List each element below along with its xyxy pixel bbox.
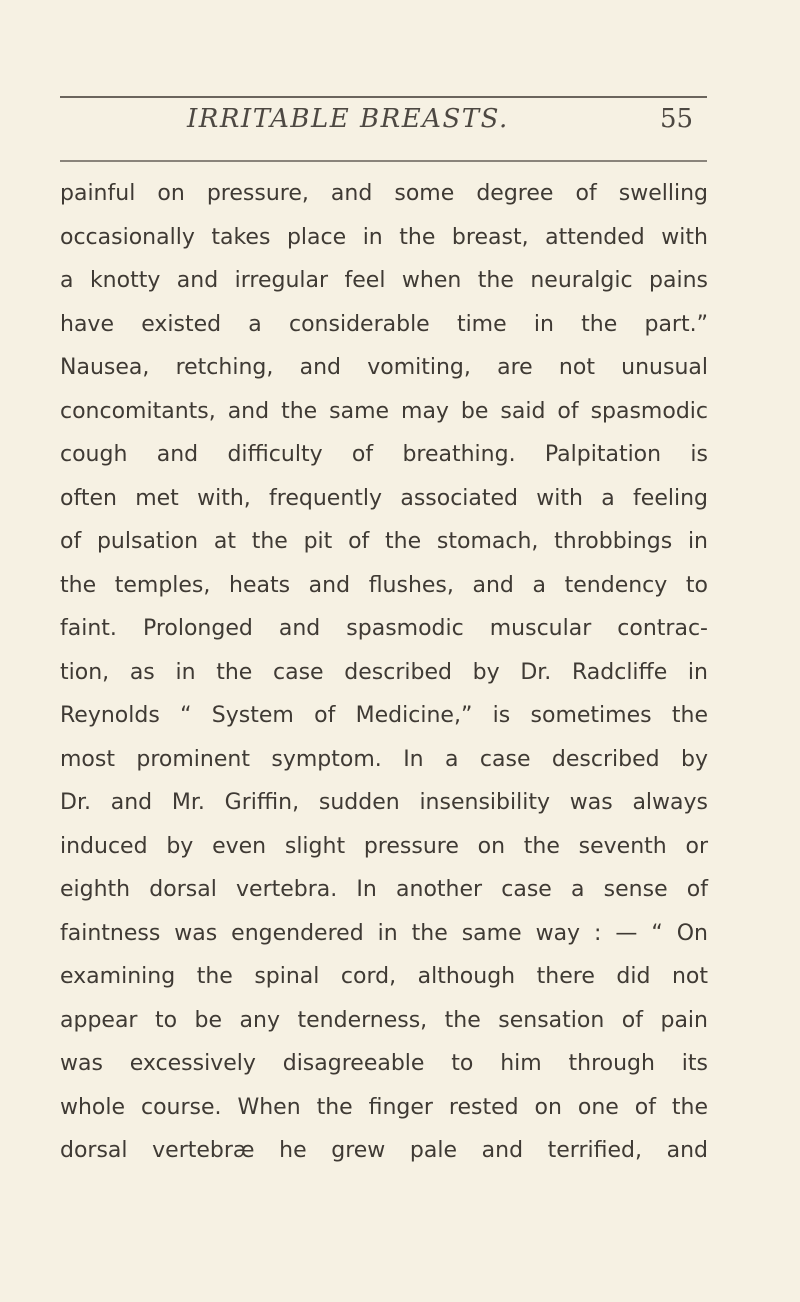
text-line-3: a knotty and irregular feel when the neuralgic pains [60,268,708,293]
page-number: 55 [660,104,694,134]
running-head [0,104,800,144]
header-top-rule [60,96,707,98]
text-line-7: cough and difficulty of breathing. Palpitation is [60,442,708,467]
text-line-19: examining the spinal cord, although there did not [60,964,708,989]
text-line-17: eighth dorsal vertebra. In another case a sense of [60,877,708,902]
text-line-12: tion, as in the case described by Dr. Radcliffe in [60,659,708,685]
text-line-22: whole course. When the finger rested on one of the [60,1094,708,1120]
body-text [60,172,708,1173]
text-line-18: faintness was engendered in the same way : — “ On [60,920,708,946]
text-line-4: have existed a considerable time in the part.” [60,311,708,337]
text-line-1: painful on pressure, and some degree of swelling [60,181,708,206]
text-line-2: occasionally takes place in the breast, attended with [60,224,708,250]
text-line-9: of pulsation at the pit of the stomach, throbbings in [60,529,708,554]
text-line-14: most prominent symptom. In a case described by [60,746,708,772]
text-line-15: Dr. and Mr. Griffin, sudden insensibility was always [60,790,708,815]
running-title: IRRITABLE BREASTS. [187,104,509,134]
text-line-10: the temples, heats and flushes, and a tendency to [60,572,708,598]
text-line-20: appear to be any tenderness, the sensation of pain [60,1007,708,1033]
header-bottom-rule [60,160,707,162]
text-line-6: concomitants, and the same may be said of spasmodic [60,398,708,424]
text-line-23: dorsal vertebræ he grew pale and terrified, and [60,1138,708,1163]
text-line-16: induced by even slight pressure on the seventh or [60,833,708,859]
text-line-13: Reynolds “ System of Medicine,” is sometimes the [60,703,708,728]
text-line-11: faint. Prolonged and spasmodic muscular contrac- [60,616,708,641]
text-line-8: often met with, frequently associated with a feeling [60,485,708,511]
text-line-5: Nausea, retching, and vomiting, are not unusual [60,355,708,380]
text-line-21: was excessively disagreeable to him through its [60,1051,708,1076]
